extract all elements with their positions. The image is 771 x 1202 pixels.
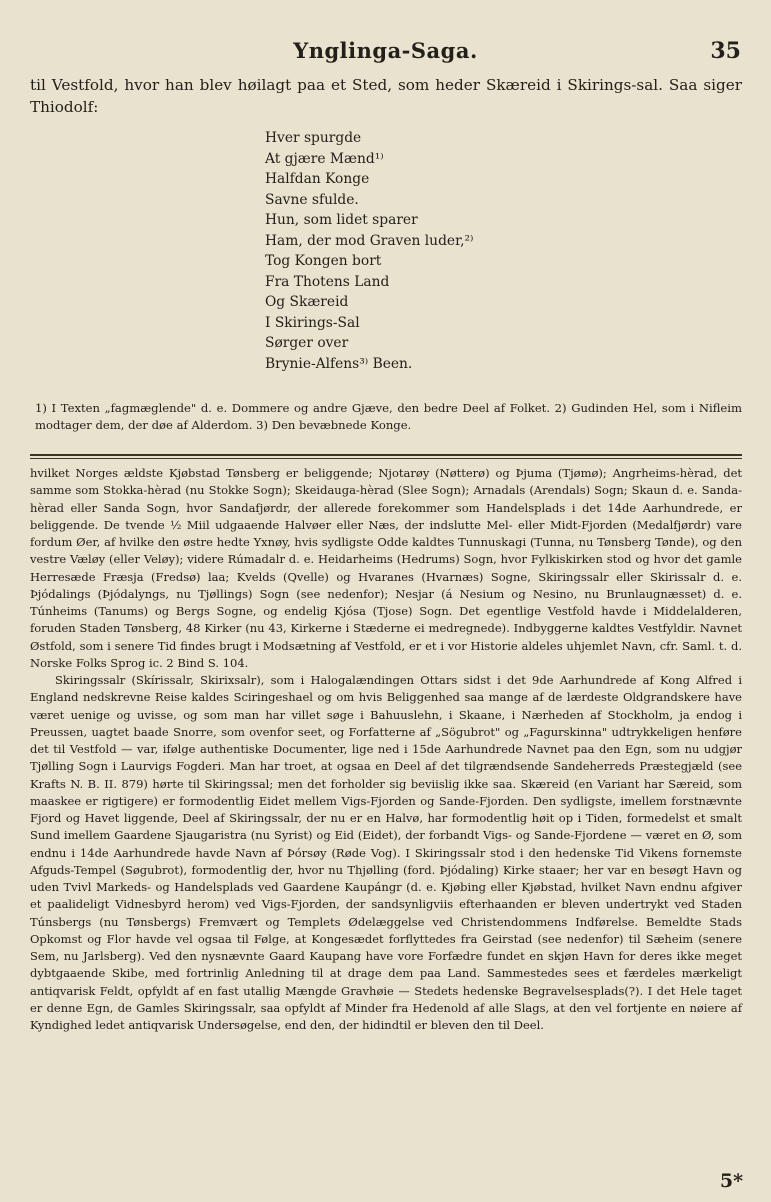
commentary-paragraph: hvilket Norges ældste Kjøbstad Tønsberg er beliggende; Njotarøy (Nøtterø) og Þjuma (Tjømø); Angrheims-hèrad, det samme som Stokka-hèrad (nu Stokke Sogn); Skeidauga-hèrad (Slee Sogn); Arnadals (Arendals) Sogn; Skaun d. e. Sanda-hèrad eller Sanda Sogn, hvor Sandafjørdr, der allerede forekommer som Handelsplads i det 14de Aarhundrede, er beliggende. De tvende ½ Miil udgaaende Halvøer eller Næs, der indslutte Mel- eller Midt-Fjorden (Medalfjørdr) vare fordum Øer, af hvilke den østre hedte Yxnøy, hvis sydligste Odde kaldtes Tunnuskagi (Tunna, nu Tønsberg Tønde), og den vestre Væløy (eller Veløy); videre Rúmadalr d. e. Heidarheims (Hedrums) Sogn, hvor Fylkiskirken stod og hvor det gamle Herresæde Fræsja (Fredsø) laa; Kvelds (Qvelle) og Hvaranes (Hvarnæs) Sogne, Skiringssalr eller Skirissalr d. e. Þjódalings (Þjódalyngs, nu Tjøllings) Sogn (see nedenfor); Nesjar (á Nesium og Nesino, nu Brunlaugnæsset) d. e. Túnheims (Tanums) og Bergs Sogne, og endelig Kjósa (Tjose) Sogn. Det egentlige Vestfold havde i Middelalderen, foruden Staden Tønsberg, 48 Kirker (nu 43, Kirkerne i Stæderne ei medregnede). Indbyggerne kaldtes Vestfyldir. Navnet Østfold, som i senere Tid findes brugt i Modsætning af Vestfold, er et i vor Historie aldeles uhjemlet Navn, cfr. Saml. t. d. Norske Folks Sprog ic. 2 Bind S. 104. <box>30 466 742 670</box>
poem-line: Tog Kongen bort <box>265 253 382 269</box>
poem-line: Brynie-Alfens³⁾ Been. <box>265 355 413 372</box>
section-divider-thin <box>30 458 742 459</box>
commentary-paragraph: Skiringssalr (Skírissalr, Skirixsalr), som i Halogalændingen Ottars sidst i det 9de Aarhundrede af Kong Alfred i England nedskrevne Reise kaldes Sciringeshael og om hvis Beliggenhed saa mange af de lærdeste Oldgrandskere have været uenige og uvisse, og som man har villet søge i Bahuuslehn, i Skaane, i Nærheden af Stockholm, ja endog i Preussen, uagtet baade Snorre, som ovenfor seet, og Forfatterne af „Sögubrot" og „Fagurskinna" udtrykkeligen henføre det til Vestfold — var, ifølge authentiske Documenter, lige ned i 15de Aarhundrede Navnet paa den Egn, som nu udgjør Tjølling Sogn i Laurvigs Fogderi. Man har troet, at ogsaa en Deel af det tilgrændsende Sandeherreds Præstegjæld (see Krafts N. B. II. 879) hørte til Skiringssal; men det forholder sig beviislig ikke saa. Skæreid (en Variant har Særeid, som maaskee er rigtigere) er formodentlig Eidet mellem Vigs-Fjorden og Sande-Fjorden. Den sydligste, imellem forstnævnte Fjord og Havet liggende, Deel af Skiringssalr, der nu er en Halvø, har formodentlig høit op i Tiden, formedelst et smalt Sund imellem Gaardene Sjaugaristra (nu Syrist) og Eid (Eidet), der forbandt Vigs- og Sande-Fjordene — været en Ø, som endnu i 14de Aarhundrede havde Navn af Þórsøy (Røde Vog). I Skiringssalr stod i den hedenske Tid Vikens fornemste Afguds-Tempel (Søgubrot), formodentlig der, hvor nu Thjølling (ford. Þjódaling) Kirke staaer; her var en besøgt Havn og uden Tvivl Markeds- og Handelsplads ved Gaardene Kaupángr (d. e. Kjøbing eller Kjøbstad, hvilket Navn endnu afgiver et paalideligt Vidnesbyrd herom) ved Vigs-Fjorden, der sandsynligviis efterhaanden er bleven undertrykt ved Staden Túnsbergs (nu Tønsbergs) Fremvært og Templets Ødelæggelse ved Christendommens Indførelse. Bemeldte Stads Opkomst og Flor havde vel ogsaa til Følge, at Kongesædet forflyttedes fra Geirstad (see nedenfor) til Sæheim (senere Sem, nu Jarlsberg). Ved den nysnævnte Gaard Kaupang have vore Forfædre fundet en skjøn Havn for deres ikke meget dybtgaaende Skibe, med fortrinlig Anledning til at drage dem paa Land. Sammestedes sees et færdeles mærkeligt antiqvarisk Feldt, opfyldt af en fast utallig Mængde Gravhøie — Stedets hedenske Begravelsesplads(?). I det Hele taget er denne Egn, de Gamles Skiringssalr, saa opfyldt af Minder fra Hedenold af alle Slags, at den vel fortjente en nøiere af Kyndighed ledet antiqvarisk Undersøgelse, end den, der hidindtil er bleven den til Deel. <box>30 673 742 1032</box>
poem-line: Savne sfulde. <box>265 191 359 208</box>
poem-line: I Skirings-Sal <box>265 314 360 331</box>
running-title: Ynglinga-Saga. <box>293 38 478 63</box>
poem-line: Fra Thotens Land <box>265 273 390 290</box>
poem-line: Ham, der mod Graven luder,²⁾ <box>265 232 474 249</box>
poem-line: Hun, som lidet sparer <box>265 212 418 228</box>
page-number: 35 <box>710 38 741 64</box>
poem-stanza <box>265 128 565 374</box>
poem-line: At gjære Mænd¹⁾ <box>265 150 384 167</box>
section-divider <box>30 454 742 456</box>
signature-mark: 5* <box>719 1170 743 1192</box>
footnotes: 1) I Texten „fagmæglende" d. e. Dommere og andre Gjæve, den bedre Deel af Folket. 2) Gudinden Hel, som i Nifleim modtager dem, der døe af Alderdom. 3) Den bevæbnede Konge. <box>35 401 742 432</box>
commentary-notes <box>30 465 742 1034</box>
intro-paragraph: til Vestfold, hvor han blev høilagt paa et Sted, som heder Skæreid i Skirings-sal. Saa siger Thiodolf: <box>30 76 742 116</box>
poem-line: Og Skæreid <box>265 294 349 310</box>
poem-line: Halfdan Konge <box>265 171 370 187</box>
poem-line: Hver spurgde <box>265 130 362 146</box>
poem-line: Sørger over <box>265 335 349 351</box>
